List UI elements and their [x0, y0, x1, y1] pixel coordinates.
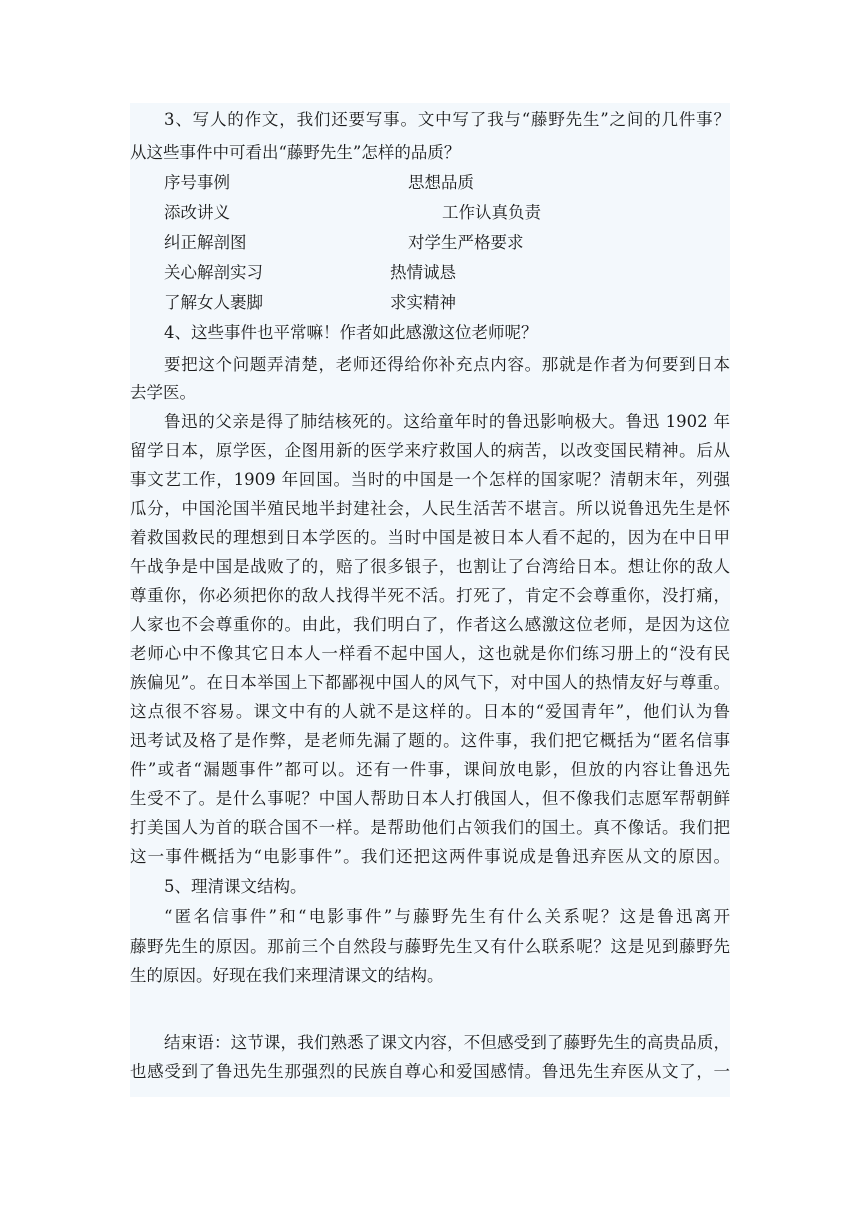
- conclusion-line: 结束语：这节课，我们熟悉了课文内容，不但感受到了藤野先生的高贵品质，: [164, 1033, 730, 1052]
- paragraph-line: 件”或者“漏题事件”都可以。还有一件事，课间放电影，但放的内容让鲁迅先: [130, 760, 730, 779]
- paragraph-line: 瓜分，中国沦国半殖民地半封建社会，人民生活苦不堪言。所以说鲁迅先生是怀: [130, 499, 730, 518]
- paragraph-line: “匿名信事件”和“电影事件”与藤野先生有什么关系呢？这是鲁迅离开: [164, 907, 730, 926]
- table-row-quality: 热情诚恳: [390, 263, 456, 282]
- paragraph-line: 这一事件概括为“电影事件”。我们还把这两件事说成是鲁迅弃医从文的原因。: [130, 847, 730, 866]
- paragraph-line: 留学日本，原学医，企图用新的医学来疗救国人的病苦，以改变国民精神。后从: [130, 441, 730, 460]
- paragraph-line: 这点很不容易。课文中有的人就不是这样的。日本的“爱国青年”，他们认为鲁: [130, 702, 730, 721]
- paragraph-line: 族偏见”。在日本举国上下都鄙视中国人的风气下，对中国人的热情友好与尊重。: [130, 673, 730, 692]
- table-header-quality: 思想品质: [408, 173, 474, 192]
- table-row-example: 了解女人裹脚: [164, 293, 263, 312]
- table-row-quality: 对学生严格要求: [408, 233, 524, 252]
- paragraph-line: 着救国救民的理想到日本学医的。当时中国是被日本人看不起的，因为在中日甲: [130, 528, 730, 547]
- document-body: [130, 103, 730, 1097]
- paragraph-line: 藤野先生的原因。那前三个自然段与藤野先生又有什么联系呢？这是见到藤野先: [130, 937, 730, 956]
- paragraph-line: 尊重你，你必须把你的敌人找得半死不活。打死了，肯定不会尊重你，没打痛，: [130, 586, 730, 605]
- question-3-line-1: 3、写人的作文，我们还要写事。文中写了我与“藤野先生”之间的几件事？: [164, 110, 730, 129]
- paragraph-line: 午战争是中国是战败了的，赔了很多银子，也割让了台湾给日本。想让你的敌人: [130, 557, 730, 576]
- paragraph-line: 老师心中不像其它日本人一样看不起中国人，这也就是你们练习册上的“没有民: [130, 644, 730, 663]
- conclusion-line: 也感受到了鲁迅先生那强烈的民族自尊心和爱国感情。鲁迅先生弃医从文了，一: [130, 1062, 730, 1081]
- paragraph-line: 生受不了。是什么事呢？中国人帮助日本人打俄国人，但不像我们志愿军帮朝鲜: [130, 789, 730, 808]
- table-row-example: 关心解剖实习: [164, 263, 263, 282]
- question-4-title: 4、这些事件也平常嘛！作者如此感激这位老师呢？: [164, 323, 538, 342]
- paragraph-line: 迅考试及格了是作弊，是老师先漏了题的。这件事，我们把它概括为“匿名信事: [130, 731, 730, 750]
- table-header-example: 序号事例: [164, 173, 230, 192]
- table-row-example: 纠正解剖图: [164, 233, 247, 252]
- question-3-line-2: 从这些事件中可看出“藤野先生”怎样的品质？: [130, 143, 461, 162]
- paragraph-line: 去学医。: [130, 383, 196, 402]
- table-row-quality: 求实精神: [390, 293, 456, 312]
- paragraph-line: 人家也不会尊重你的。由此，我们明白了，作者这么感激这位老师，是因为这位: [130, 615, 730, 634]
- paragraph-line: 生的原因。好现在我们来理清课文的结构。: [130, 966, 444, 985]
- paragraph-line: 事文艺工作，1909 年回国。当时的中国是一个怎样的国家呢？清朝末年，列强: [130, 470, 730, 489]
- paragraph-line: 打美国人为首的联合国不一样。是帮助他们占领我们的国土。真不像话。我们把: [130, 818, 730, 837]
- question-5-title: 5、理清课文结构。: [164, 877, 307, 896]
- paragraph-line: 要把这个问题弄清楚，老师还得给你补充点内容。那就是作者为何要到日本: [164, 355, 730, 374]
- paragraph-line: 鲁迅的父亲是得了肺结核死的。这给童年时的鲁迅影响极大。鲁迅 1902 年: [164, 412, 730, 431]
- table-row-quality: 工作认真负责: [442, 203, 541, 222]
- table-row-example: 添改讲义: [164, 203, 230, 222]
